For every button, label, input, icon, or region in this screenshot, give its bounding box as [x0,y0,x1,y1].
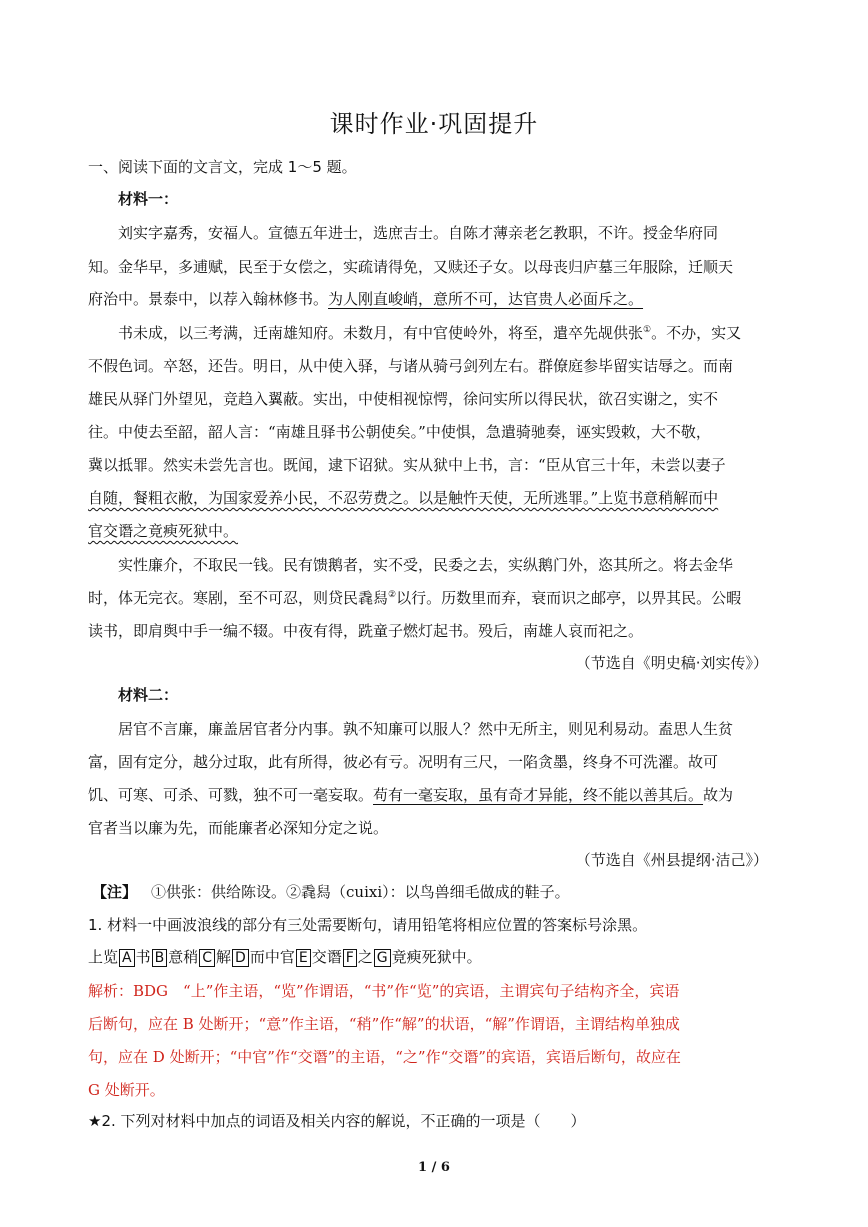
material2-line-1: 居官不言廉，廉盖居官者分内事。孰不知廉可以服人？然中无所主，则见利易动。盍思人生贫 [118,720,734,738]
analysis-line-2: 后断句，应在 B 处断开；“意”作主语，“稍”作“解”的状语，“解”作谓语，主谓结构单独成 [88,1015,680,1033]
q1-text-seg: 上览 [88,948,119,966]
material2-source: （节选自《州县提纲·洁己》） [575,851,768,869]
material1-line-13: 读书，即肩舆中手一编不辍。中夜有得，跣童子燃灯起书。殁后，南雄人哀而祀之。 [88,622,644,640]
q1-text-seg: 解 [216,948,232,966]
material1-line-5: 不假色词。卒怒，还告。明日，从中使入驿，与诸从骑弓剑列左右。群僚庭参毕留实诘辱之。而南 [88,357,734,375]
note-text: ①供张：供给陈设。②毳舄（cuixi）：以鸟兽细毛做成的鞋子。 [151,883,570,901]
material1-line-12a: 时，体无完衣。寒剧，至不可忍，则贷民毳舄 [88,589,389,607]
material2-line-3 [88,784,733,805]
material1-source: （节选自《明史稿·刘实传》） [575,654,768,672]
material2-line-3c: 故为 [703,786,734,804]
material1-underlined-sentence: 为人刚直峻峭，意所不可，达官贵人必面斥之。 [328,290,644,308]
analysis-line-1: 解析：BDG “上”作主语，“览”作谓语，“书”作“览”的宾语，主谓宾句子结构齐全，宾语 [88,982,680,1000]
material1-line-9: 自随，餐粗衣敝，为国家爱养小民，不忍劳费之。以是触忤天使，无所逃罪。”上览书意稍解而中 [88,489,719,507]
material1-line-4a: 书未成，以三考满，迁南雄知府。未数月，有中官使岭外，将至，遣卒先觇供张 [118,324,644,342]
option-box-g[interactable]: G [374,949,391,967]
material1-line-2: 知。金华早，多逋赋，民至于女偿之，实疏请得免，又赎还子女。以母丧归庐墓三年服除，迁顺天 [88,258,734,276]
material1-line-6: 雄民从驿门外望见，竞趋入翼蔽。实出，中使相视惊愕，徐问实所以得民状，欲召实谢之，实不 [88,390,719,408]
page-title: 课时作业·巩固提升 [329,110,539,138]
analysis-line-4: G 处断开。 [88,1081,165,1099]
option-box-b[interactable]: B [152,949,168,967]
material1-line-4 [118,322,741,343]
option-box-a[interactable]: A [119,949,135,967]
material1-line-1: 刘实字嘉秀，安福人。宣德五年进士，选庶吉士。自陈才薄亲老乞教职，不许。授金华府同 [118,224,719,242]
material1-line-12 [88,587,741,608]
material1-line-7: 往。中使去至韶，韶人言：“南雄且驿书公朝使矣。”中使惧，急遣骑驰奏，诬实毁敕，大不敬， [88,423,711,441]
material1-line-4b: 。不办，实又 [651,324,742,342]
page-number: 1 / 6 [418,1160,450,1175]
q1-text-seg: 之 [357,948,373,966]
material2-line-3a: 饥、可寒、可杀、可戮，独不可一毫妄取。 [88,786,374,804]
material2-line-2: 富，固有定分，越分过取，此有所得，彼必有亏。况明有三尺，一陷贪墨，终身不可洗濯。故可 [88,753,719,771]
q1-text-seg: 交谮 [311,948,342,966]
option-box-f[interactable]: F [343,949,357,967]
material2-label: 材料二： [118,686,179,704]
footnote-ref-2: ② [388,590,397,600]
note-label: 【注】 [92,883,138,901]
footnote-ref-1: ① [643,325,652,335]
material1-line-10: 官交谮之竟瘐死狱中。 [88,522,239,540]
q1-text-seg: 而中官 [249,948,295,966]
q1-text-seg: 竟瘐死狱中。 [391,948,482,966]
option-box-c[interactable]: C [199,949,215,967]
material1-line-3 [88,288,643,309]
material1-label: 材料一： [118,190,179,208]
question-1-options [88,946,482,967]
option-box-e[interactable]: E [296,949,311,967]
analysis-line-3: 句，应在 D 处断开；“中官”作“交谮”的主语，“之”作“交谮”的宾语，宾语后断句，故应在 [88,1048,681,1066]
material1-line-3a: 府治中。景泰中，以荐入翰林修书。 [88,290,329,308]
q1-text-seg: 书 [135,948,151,966]
material2-underlined-sentence: 苟有一毫妄取，虽有奇才异能，终不能以善其后。 [373,786,704,804]
material1-line-12b: 以行。历数里而弃，衰而识之邮亭，以畀其民。公暇 [396,589,742,607]
option-box-d[interactable]: D [232,949,249,967]
instruction: 一、阅读下面的文言文，完成 1～5 题。 [88,158,357,176]
material1-line-11: 实性廉介，不取民一钱。民有馈鹅者，实不受，民委之去，实纵鹅门外，恣其所之。将去金华 [118,556,734,574]
material2-line-4: 官者当以廉为先，而能廉者必深知分定之说。 [88,819,389,837]
q1-text-seg: 意稍 [168,948,199,966]
material1-line-8: 冀以抵罪。然实未尝先言也。既闻，逮下诏狱。实从狱中上书，言：“臣从官三十年，未尝以妻子 [88,456,726,474]
question-2: ★2. 下列对材料中加点的词语及相关内容的解说，不正确的一项是（ ） [88,1112,586,1130]
question-1: 1. 材料一中画波浪线的部分有三处需要断句，请用铅笔将相应位置的答案标号涂黑。 [88,916,648,934]
note [92,881,570,902]
